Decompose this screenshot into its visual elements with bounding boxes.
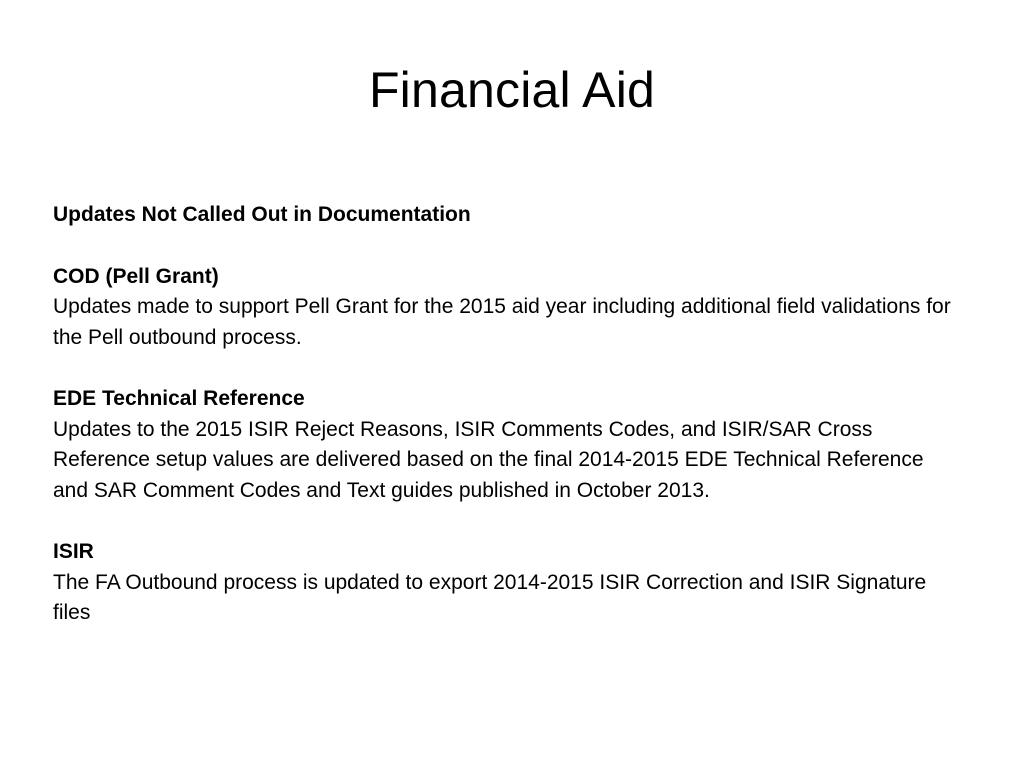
intro-heading: Updates Not Called Out in Documentation [53,203,471,226]
section-heading: ISIR [53,540,94,563]
section-heading: COD (Pell Grant) [53,264,219,288]
slide-content [53,200,953,629]
section-body: Updates to the 2015 ISIR Reject Reasons, ISIR Comments Codes, and ISIR/SAR Cross Reference setup values are delivered based on the final 2014-2015 EDE Technical Reference and SAR Comment Codes and Text guides published in October 2013. [53,417,924,502]
section-heading: EDE Technical Reference [53,387,305,410]
slide-title: Financial Aid [368,62,656,118]
section-body: Updates made to support Pell Grant for the 2015 aid year including additional field validations for the Pell outbound process. [53,295,951,349]
section-body: The FA Outbound process is updated to export 2014-2015 ISIR Correction and ISIR Signature files [53,570,927,624]
section-isir [53,537,953,629]
section-ede-technical-reference [53,384,953,506]
section-cod-pell-grant [53,262,953,354]
